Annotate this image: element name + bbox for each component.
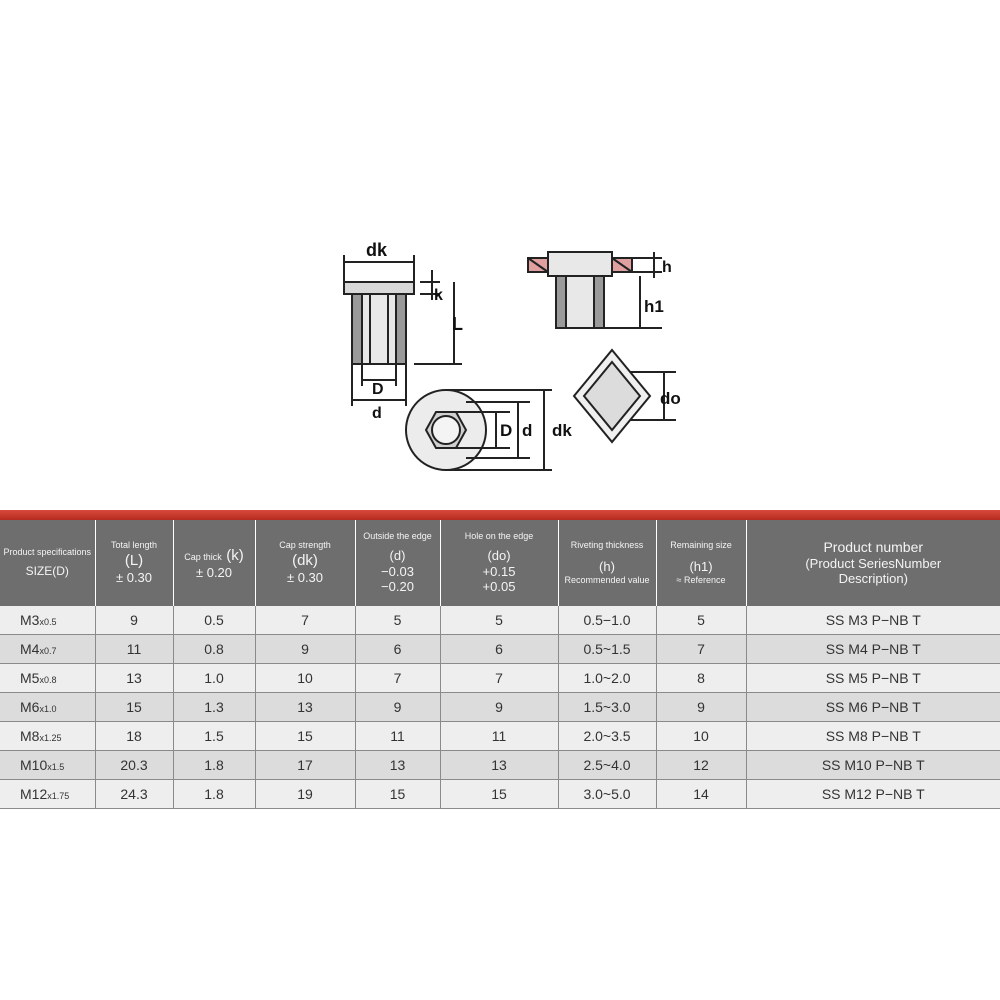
cell-size xyxy=(0,635,95,664)
table-row xyxy=(0,751,1000,780)
spec-table-section xyxy=(0,510,1000,809)
label-h1: h1 xyxy=(644,297,664,316)
cell-hole-edge: 11 xyxy=(440,722,558,751)
cell-length: 9 xyxy=(95,606,173,635)
cell-product-number: SS M10 P−NB T xyxy=(746,751,1000,780)
cell-hole-edge: 6 xyxy=(440,635,558,664)
header-size: Product specifications SIZE(D) xyxy=(0,520,95,606)
cell-product-number: SS M3 P−NB T xyxy=(746,606,1000,635)
header-riveting-thickness: Riveting thickness (h) Recommended value xyxy=(558,520,656,606)
cell-product-number: SS M6 P−NB T xyxy=(746,693,1000,722)
cell-cap-thick: 1.3 xyxy=(173,693,255,722)
cell-cap-strength: 10 xyxy=(255,664,355,693)
cell-remaining-size: 7 xyxy=(656,635,746,664)
table-row xyxy=(0,635,1000,664)
pitch-value: x1.25 xyxy=(39,733,62,743)
size-value: M4 xyxy=(20,641,40,657)
cell-hole-edge: 9 xyxy=(440,693,558,722)
cell-riveting-thickness: 3.0~5.0 xyxy=(558,780,656,809)
header-cap-strength: Cap strength (dk) ± 0.30 xyxy=(255,520,355,606)
cell-cap-strength: 17 xyxy=(255,751,355,780)
cell-length: 20.3 xyxy=(95,751,173,780)
table-row xyxy=(0,693,1000,722)
cell-cap-thick: 1.5 xyxy=(173,722,255,751)
label-d-side: d xyxy=(372,405,382,422)
header-product-number: Product number (Product SeriesNumber Description) xyxy=(746,520,1000,606)
spec-table xyxy=(0,520,1000,809)
size-value: M3 xyxy=(20,612,40,628)
cell-outside-edge: 13 xyxy=(355,751,440,780)
cell-riveting-thickness: 1.0~2.0 xyxy=(558,664,656,693)
size-value: M5 xyxy=(20,670,40,686)
table-row xyxy=(0,780,1000,809)
cell-hole-edge: 7 xyxy=(440,664,558,693)
cell-cap-thick: 1.8 xyxy=(173,751,255,780)
cell-outside-edge: 5 xyxy=(355,606,440,635)
cell-remaining-size: 8 xyxy=(656,664,746,693)
cell-cap-strength: 13 xyxy=(255,693,355,722)
cell-riveting-thickness: 1.5~3.0 xyxy=(558,693,656,722)
cell-length: 13 xyxy=(95,664,173,693)
table-row xyxy=(0,606,1000,635)
table-row xyxy=(0,664,1000,693)
pitch-value: x0.7 xyxy=(39,646,57,656)
table-row xyxy=(0,722,1000,751)
cell-remaining-size: 14 xyxy=(656,780,746,809)
cell-length: 15 xyxy=(95,693,173,722)
pitch-value: x0.8 xyxy=(39,675,57,685)
cell-size xyxy=(0,606,95,635)
cell-cap-thick: 1.8 xyxy=(173,780,255,809)
size-value: M12 xyxy=(20,786,48,802)
header-outside-edge: Outside the edge (d) −0.03 −0.20 xyxy=(355,520,440,606)
size-value: M8 xyxy=(20,728,40,744)
cell-size xyxy=(0,664,95,693)
cell-hole-edge: 5 xyxy=(440,606,558,635)
label-dk-front: dk xyxy=(552,421,572,440)
cell-product-number: SS M12 P−NB T xyxy=(746,780,1000,809)
cell-length: 11 xyxy=(95,635,173,664)
cell-outside-edge: 15 xyxy=(355,780,440,809)
cell-product-number: SS M4 P−NB T xyxy=(746,635,1000,664)
header-length: Total length (L) ± 0.30 xyxy=(95,520,173,606)
cell-size xyxy=(0,693,95,722)
cell-riveting-thickness: 0.5−1.0 xyxy=(558,606,656,635)
cell-remaining-size: 5 xyxy=(656,606,746,635)
size-value: M10 xyxy=(20,757,48,773)
label-d-front: d xyxy=(522,421,533,440)
cell-riveting-thickness: 2.0~3.5 xyxy=(558,722,656,751)
header-cap-thick: Cap thick (k) ± 0.20 xyxy=(173,520,255,606)
cell-product-number: SS M8 P−NB T xyxy=(746,722,1000,751)
spec-table-body xyxy=(0,606,1000,809)
header-remaining-size: Remaining size (h1) ≈ Reference xyxy=(656,520,746,606)
side-view-drawing xyxy=(344,255,462,406)
size-value: M6 xyxy=(20,699,40,715)
label-h: h xyxy=(662,259,672,276)
pitch-value: x1.0 xyxy=(39,704,57,714)
header-accent-bar xyxy=(0,510,1000,520)
cell-length: 18 xyxy=(95,722,173,751)
label-k: k xyxy=(434,287,443,304)
label-D-front: D xyxy=(500,421,513,440)
cell-cap-strength: 15 xyxy=(255,722,355,751)
cell-outside-edge: 9 xyxy=(355,693,440,722)
cell-size xyxy=(0,780,95,809)
installed-view-drawing xyxy=(528,252,662,328)
label-do: do xyxy=(660,389,681,408)
cell-hole-edge: 13 xyxy=(440,751,558,780)
cell-cap-strength: 19 xyxy=(255,780,355,809)
cell-remaining-size: 12 xyxy=(656,751,746,780)
label-L: L xyxy=(452,314,463,334)
cell-size xyxy=(0,722,95,751)
cell-outside-edge: 6 xyxy=(355,635,440,664)
pitch-value: x1.5 xyxy=(47,762,65,772)
cell-cap-thick: 0.8 xyxy=(173,635,255,664)
cell-outside-edge: 7 xyxy=(355,664,440,693)
cell-remaining-size: 9 xyxy=(656,693,746,722)
cell-hole-edge: 15 xyxy=(440,780,558,809)
cell-riveting-thickness: 2.5~4.0 xyxy=(558,751,656,780)
cell-outside-edge: 11 xyxy=(355,722,440,751)
label-D-side: D xyxy=(372,381,384,398)
cell-riveting-thickness: 0.5~1.5 xyxy=(558,635,656,664)
cell-product-number: SS M5 P−NB T xyxy=(746,664,1000,693)
cell-size xyxy=(0,751,95,780)
cell-cap-strength: 7 xyxy=(255,606,355,635)
table-header-row xyxy=(0,520,1000,606)
pitch-value: x0.5 xyxy=(39,617,57,627)
cell-length: 24.3 xyxy=(95,780,173,809)
cell-cap-strength: 9 xyxy=(255,635,355,664)
pitch-value: x1.75 xyxy=(47,791,70,801)
cell-remaining-size: 10 xyxy=(656,722,746,751)
cell-cap-thick: 0.5 xyxy=(173,606,255,635)
cell-cap-thick: 1.0 xyxy=(173,664,255,693)
label-dk-top: dk xyxy=(366,240,388,260)
header-hole-edge: Hole on the edge (do) +0.15 +0.05 xyxy=(440,520,558,606)
